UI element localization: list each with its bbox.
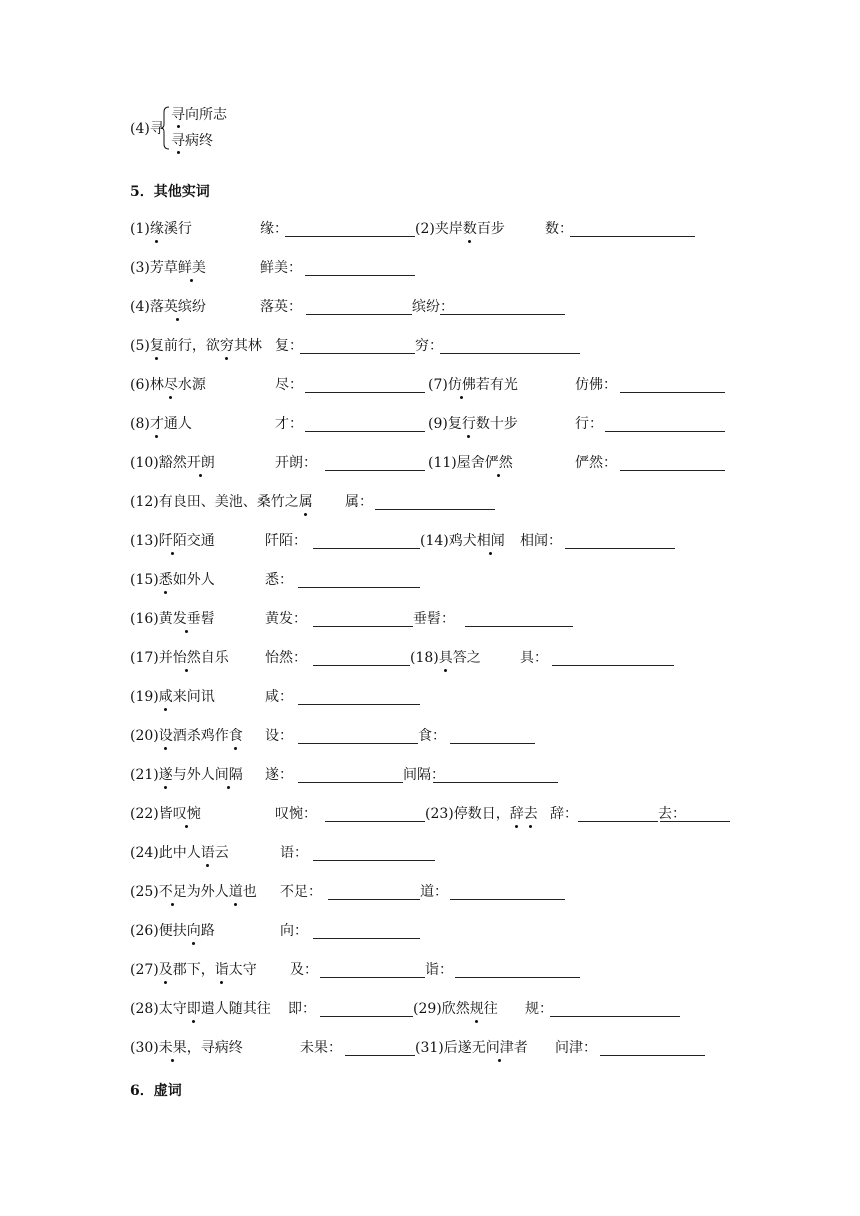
item-phrase	[130, 336, 262, 356]
item-phrase	[413, 999, 498, 1019]
phrase-text: 为外人	[186, 884, 229, 900]
xun-option-1-text: 向所志	[185, 107, 227, 123]
dotted-target-word: 黄发垂髫	[158, 611, 215, 627]
dotted-target-word: 设	[158, 728, 173, 744]
question-label: 向：	[280, 923, 308, 939]
phrase-text: 与外人	[172, 767, 215, 783]
item-phrase	[415, 1038, 528, 1058]
dotted-target-word: 规	[469, 1001, 484, 1017]
question-label: 辞：	[550, 806, 578, 822]
vocab-row	[130, 726, 750, 750]
question-label: 落英：	[260, 299, 302, 315]
answer-blank[interactable]	[305, 431, 425, 432]
question-label: 开朗：	[275, 455, 317, 471]
item-phrase	[428, 375, 518, 395]
question-label: 语：	[280, 845, 308, 861]
dotted-target-word: 及	[158, 962, 173, 978]
phrase-text: 便扶	[158, 923, 187, 939]
question-label: 叹惋：	[275, 806, 317, 822]
item-number: (18)	[410, 650, 439, 666]
answer-blank[interactable]	[660, 821, 730, 822]
dotted-target-word: 未果	[158, 1040, 187, 1056]
phrase-text: 夹岸	[434, 221, 463, 237]
dotted-target-word: 鲜美	[177, 260, 206, 276]
answer-blank[interactable]	[440, 353, 580, 354]
item-phrase	[130, 765, 243, 785]
dotted-target-word: 落英缤纷	[149, 299, 206, 315]
dotted-target-word: 咸	[158, 689, 173, 705]
question-label: 设：	[265, 728, 293, 744]
dotted-target-word: 行	[461, 416, 476, 432]
item-phrase	[130, 960, 257, 980]
phrase-text: 前行，欲	[163, 338, 220, 354]
phrase-text: 有良田、美池、桑竹之	[158, 494, 299, 510]
question-label: 复：	[275, 338, 303, 354]
item-phrase	[425, 804, 538, 824]
phrase-text: 后遂无	[443, 1040, 486, 1056]
phrase-text: 皆	[158, 806, 173, 822]
phrase-text: 者	[513, 1040, 528, 1056]
question-label: 鲜美：	[260, 260, 302, 276]
vocab-row	[130, 1038, 750, 1062]
vocab-row	[130, 453, 750, 477]
dotted-target-word: 向	[186, 923, 201, 939]
vocab-row	[130, 492, 750, 516]
item-number: (16)	[130, 611, 159, 627]
item-phrase	[130, 453, 215, 473]
answer-blank[interactable]	[298, 743, 418, 744]
vocab-row	[130, 531, 750, 555]
item-phrase	[130, 219, 192, 239]
answer-blank[interactable]	[328, 899, 420, 900]
dotted-target-word: 不足	[158, 884, 187, 900]
answer-blank[interactable]	[345, 1055, 415, 1056]
phrase-text: 百步	[476, 221, 505, 237]
item-number: (11)	[428, 455, 457, 471]
section-heading-function-words: 6．虚词	[130, 1083, 182, 1099]
phrase-text: 遣人随其往	[200, 1001, 271, 1017]
vocab-row	[130, 297, 750, 321]
item-phrase	[410, 648, 481, 668]
phrase-text: 路	[200, 923, 215, 939]
question-label: 仿佛：	[575, 377, 617, 393]
question-label: 遂：	[265, 767, 293, 783]
item-phrase	[130, 921, 215, 941]
vocab-row	[130, 765, 750, 789]
dotted-target-word: 食	[228, 728, 243, 744]
item-number: (15)	[130, 572, 159, 588]
answer-blank[interactable]	[620, 392, 725, 393]
question-label: 问津：	[555, 1040, 597, 1056]
phrase-text: 通人	[163, 416, 192, 432]
item-phrase	[428, 414, 518, 434]
dotted-target-word: 叹惋	[172, 806, 201, 822]
dotted-target-word: 遂	[158, 767, 173, 783]
dotted-target-word: 穷	[219, 338, 234, 354]
item-number: (8)	[130, 416, 150, 432]
item-phrase	[130, 492, 313, 512]
vocab-row	[130, 882, 750, 906]
phrase-text: 水源	[177, 377, 206, 393]
item-phrase	[130, 297, 206, 317]
xun-option-1	[171, 104, 227, 124]
item-number: (23)	[425, 806, 454, 822]
phrase-text: 交通	[186, 533, 215, 549]
phrase-text: 欣然	[441, 1001, 470, 1017]
question-label: 缘：	[260, 221, 288, 237]
question-label: 属：	[345, 494, 373, 510]
answer-blank[interactable]	[325, 470, 425, 471]
question-label: 行：	[575, 416, 603, 432]
answer-blank[interactable]	[313, 860, 435, 861]
answer-blank[interactable]	[313, 665, 410, 666]
dotted-target-word: 才	[149, 416, 164, 432]
answer-blank[interactable]	[285, 236, 415, 237]
item-phrase	[130, 882, 257, 902]
item-number: (13)	[130, 533, 159, 549]
question-label: 去：	[658, 806, 686, 822]
vocab-row	[130, 687, 750, 711]
phrase-text: 停数日，	[453, 806, 510, 822]
phrase-text: ，寻病终	[186, 1040, 243, 1056]
answer-blank[interactable]	[298, 587, 420, 588]
item-number: (31)	[415, 1040, 444, 1056]
vocab-row	[130, 258, 750, 282]
dotted-target-word: 属	[298, 494, 313, 510]
phrase-text: 自乐	[200, 650, 229, 666]
answer-blank[interactable]	[298, 782, 403, 783]
dotted-target-word: 数	[462, 221, 477, 237]
dotted-target-word: 语	[200, 845, 215, 861]
phrase-text: 数十步	[475, 416, 518, 432]
dotted-target-word: 即	[186, 1001, 201, 1017]
vocab-row	[130, 219, 750, 243]
answer-blank[interactable]	[300, 353, 415, 354]
item-phrase	[428, 453, 513, 473]
dotted-target-word: 仿佛	[447, 377, 476, 393]
answer-blank[interactable]	[305, 392, 425, 393]
item-number: (2)	[415, 221, 435, 237]
question-label: 悉：	[265, 572, 293, 588]
dotted-target-word: 辞	[509, 806, 524, 822]
answer-blank[interactable]	[450, 899, 565, 900]
question-label: 缤纷：	[412, 299, 454, 315]
phrase-text: 如外人	[172, 572, 215, 588]
answer-blank[interactable]	[552, 665, 674, 666]
item-number: (17)	[130, 650, 159, 666]
dotted-target-word: 尽	[163, 377, 178, 393]
answer-blank[interactable]	[550, 1016, 680, 1017]
answer-blank[interactable]	[320, 1016, 413, 1017]
question-label: 相闻：	[520, 533, 562, 549]
dotted-target-word: 复	[149, 338, 164, 354]
item-phrase	[130, 258, 206, 278]
item-number: (21)	[130, 767, 159, 783]
dotted-target-word: 相闻	[476, 533, 505, 549]
item-phrase	[130, 531, 215, 551]
vocab-row	[130, 375, 750, 399]
vocab-row	[130, 921, 750, 945]
question-label: 穷：	[415, 338, 443, 354]
question-label: 黄发：	[265, 611, 307, 627]
phrase-text: 来问讯	[172, 689, 215, 705]
question-label: 道：	[420, 884, 448, 900]
item-number: (28)	[130, 1001, 159, 1017]
question-label: 食：	[418, 728, 446, 744]
phrase-text: 太守	[158, 1001, 187, 1017]
item-number: (22)	[130, 806, 159, 822]
answer-blank[interactable]	[600, 1055, 705, 1056]
question-label: 数：	[545, 221, 573, 237]
answer-blank[interactable]	[313, 938, 420, 939]
phrase-text: 往	[483, 1001, 498, 1017]
question-label: 诣：	[425, 962, 453, 978]
answer-blank[interactable]	[455, 977, 580, 978]
vocab-row	[130, 804, 750, 828]
xun-option-1-dotted: 寻	[171, 104, 185, 124]
dotted-target-word: 具	[438, 650, 453, 666]
answer-blank[interactable]	[605, 431, 725, 432]
vocab-row	[130, 414, 750, 438]
item-number: (3)	[130, 260, 150, 276]
answer-blank[interactable]	[298, 704, 420, 705]
phrase-text: 若有光	[475, 377, 518, 393]
phrase-text: 云	[214, 845, 229, 861]
item-number: (6)	[130, 377, 150, 393]
phrase-text: 郡下，	[172, 962, 215, 978]
item-number: (4)	[130, 299, 150, 315]
phrase-text: 溪行	[163, 221, 192, 237]
answer-blank[interactable]	[325, 821, 425, 822]
phrase-text: 酒杀鸡作	[172, 728, 229, 744]
question-label: 具：	[520, 650, 548, 666]
vocab-row	[130, 609, 750, 633]
item-number: (25)	[130, 884, 159, 900]
answer-blank[interactable]	[320, 977, 425, 978]
item-phrase	[130, 804, 201, 824]
question-label: 才：	[275, 416, 303, 432]
item-number: (24)	[130, 845, 159, 861]
answer-blank[interactable]	[306, 314, 412, 315]
item-number: (29)	[413, 1001, 442, 1017]
dotted-target-word: 道	[228, 884, 243, 900]
phrase-text: 也	[242, 884, 257, 900]
question-label: 不足：	[280, 884, 322, 900]
question-label: 垂髫：	[413, 611, 455, 627]
item-phrase	[130, 609, 215, 629]
question-label: 即：	[288, 1001, 316, 1017]
dotted-target-word: 去	[523, 806, 538, 822]
dotted-target-word: 缘	[149, 221, 164, 237]
xun-label: (4)寻	[130, 121, 164, 137]
answer-blank[interactable]	[313, 548, 420, 549]
vocab-row	[130, 570, 750, 594]
item-phrase	[415, 219, 505, 239]
item-number: (19)	[130, 689, 159, 705]
item-phrase	[130, 375, 206, 395]
phrase-text: 鸡犬	[448, 533, 477, 549]
item-number: (30)	[130, 1040, 159, 1056]
dotted-target-word: 诣	[214, 962, 229, 978]
answer-blank[interactable]	[440, 314, 565, 315]
item-number: (14)	[420, 533, 449, 549]
xun-option-2-dotted: 寻	[171, 130, 185, 150]
answer-blank[interactable]	[450, 743, 535, 744]
answer-blank[interactable]	[313, 626, 413, 627]
vocab-row	[130, 336, 750, 360]
xun-meaning-group	[130, 104, 330, 152]
phrase-text: 此中人	[158, 845, 201, 861]
dotted-target-word: 间隔	[214, 767, 243, 783]
vocab-row	[130, 843, 750, 867]
phrase-text: 屋舍	[456, 455, 485, 471]
item-phrase	[130, 1038, 243, 1058]
question-label: 规：	[525, 1001, 553, 1017]
dotted-target-word: 问津	[485, 1040, 514, 1056]
vocab-row	[130, 648, 750, 672]
answer-blank[interactable]	[465, 626, 573, 627]
item-number: (7)	[428, 377, 448, 393]
phrase-text: 复	[447, 416, 462, 432]
question-label: 咸：	[265, 689, 293, 705]
dotted-target-word: 悉	[158, 572, 173, 588]
phrase-text: 豁然	[158, 455, 187, 471]
dotted-target-word: 怡然	[172, 650, 201, 666]
item-number: (20)	[130, 728, 159, 744]
item-phrase	[420, 531, 505, 551]
answer-blank[interactable]	[565, 548, 675, 549]
answer-blank[interactable]	[433, 782, 558, 783]
xun-option-2-text: 病终	[185, 133, 213, 149]
left-brace-icon	[160, 106, 170, 150]
xun-option-2	[171, 130, 213, 150]
vocab-row	[130, 999, 750, 1023]
question-label: 及：	[290, 962, 318, 978]
question-label: 俨然：	[575, 455, 617, 471]
phrase-text: 并	[158, 650, 173, 666]
item-number: (27)	[130, 962, 159, 978]
phrase-text: 太守	[228, 962, 257, 978]
item-number: (26)	[130, 923, 159, 939]
answer-blank[interactable]	[570, 236, 695, 237]
item-phrase	[130, 999, 271, 1019]
phrase-text: 芳草	[149, 260, 178, 276]
dotted-target-word: 俨然	[484, 455, 513, 471]
question-label: 阡陌：	[265, 533, 307, 549]
item-phrase	[130, 843, 229, 863]
answer-blank[interactable]	[578, 821, 658, 822]
phrase-text: 答之	[452, 650, 481, 666]
item-number: (5)	[130, 338, 150, 354]
item-number: (10)	[130, 455, 159, 471]
vocab-row	[130, 960, 750, 984]
question-label: 尽：	[275, 377, 303, 393]
item-phrase	[130, 570, 215, 590]
item-phrase	[130, 726, 243, 746]
question-label: 间隔：	[403, 767, 445, 783]
answer-blank[interactable]	[375, 509, 495, 510]
dotted-target-word: 阡陌	[158, 533, 187, 549]
answer-blank[interactable]	[305, 275, 415, 276]
question-label: 怡然：	[265, 650, 307, 666]
answer-blank[interactable]	[620, 470, 725, 471]
item-number: (12)	[130, 494, 159, 510]
question-label: 未果：	[300, 1040, 342, 1056]
item-number: (9)	[428, 416, 448, 432]
item-number: (1)	[130, 221, 150, 237]
item-phrase	[130, 648, 229, 668]
dotted-target-word: 开朗	[186, 455, 215, 471]
item-phrase	[130, 687, 215, 707]
item-phrase	[130, 414, 192, 434]
phrase-text: 其林	[233, 338, 262, 354]
section-heading-other-content-words: 5．其他实词	[130, 184, 210, 200]
phrase-text: 林	[149, 377, 164, 393]
